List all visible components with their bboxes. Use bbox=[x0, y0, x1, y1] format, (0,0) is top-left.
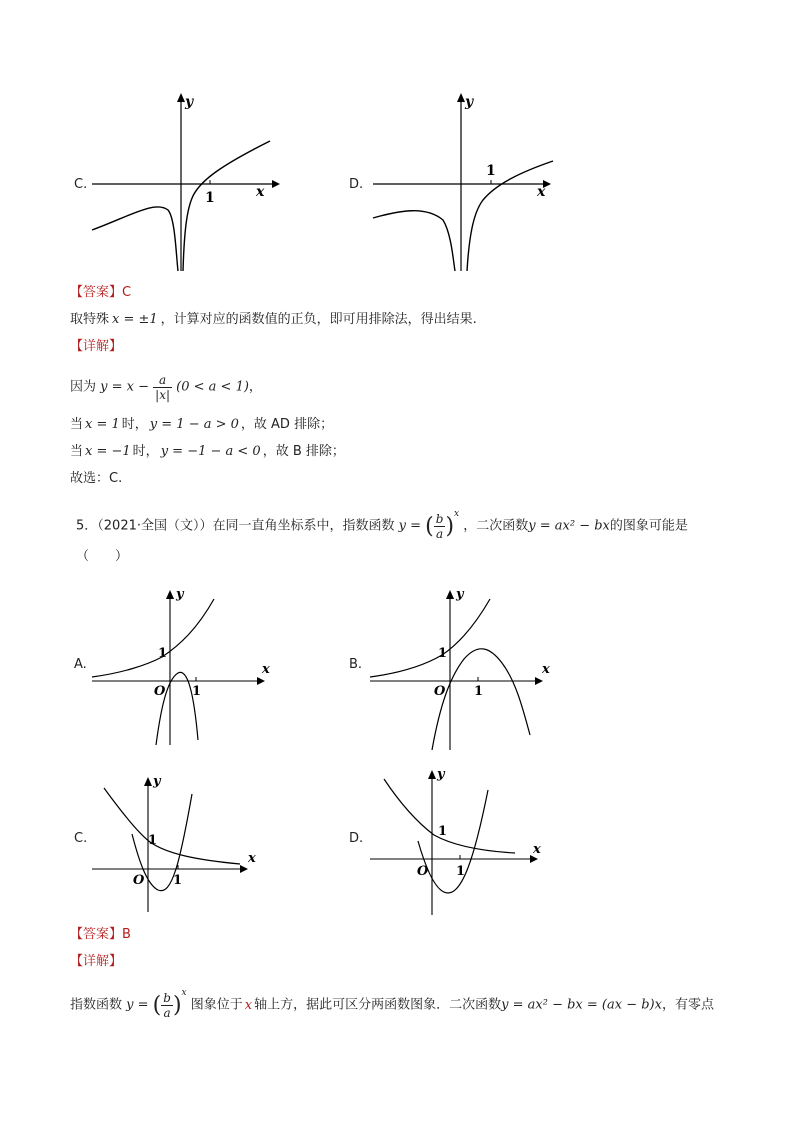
numerator: b bbox=[435, 512, 444, 526]
question-text: 在同一直角坐标系中，指数函数 bbox=[212, 518, 395, 534]
axis-x-label: x bbox=[262, 662, 270, 677]
axis-y-label: y bbox=[465, 94, 474, 110]
math: y = bbox=[398, 518, 422, 534]
option-d-label: D. bbox=[349, 831, 364, 846]
math: x bbox=[244, 997, 253, 1013]
answer-value: B bbox=[122, 927, 131, 942]
paren-right: ) bbox=[172, 992, 182, 1018]
axis-x-label: x bbox=[537, 184, 546, 200]
axis-x-label: x bbox=[542, 662, 550, 677]
origin-label: O bbox=[154, 684, 166, 699]
hint-q4 bbox=[70, 311, 477, 329]
graph-q5-c bbox=[92, 772, 282, 922]
math: (0 < a < 1) bbox=[176, 379, 249, 395]
option-d-label: D. bbox=[349, 177, 364, 192]
math: y = bbox=[126, 997, 149, 1013]
detail-tag-q5: 【详解】 bbox=[70, 954, 123, 969]
question-5 bbox=[76, 505, 688, 539]
denominator: a bbox=[163, 1006, 171, 1020]
intercept-label: 1 bbox=[438, 824, 448, 839]
text: 指数函数 bbox=[70, 997, 123, 1013]
text: 时， bbox=[132, 444, 159, 459]
numerator: b bbox=[163, 991, 171, 1005]
answer-q4 bbox=[70, 284, 131, 302]
tick-label: 1 bbox=[173, 873, 183, 888]
origin-label: O bbox=[133, 873, 145, 888]
text: 时， bbox=[121, 417, 148, 432]
intercept-label: 1 bbox=[158, 646, 168, 661]
answer-paren: （ ） bbox=[76, 549, 129, 564]
text: 当 bbox=[70, 417, 84, 432]
text: 轴上方，据此可区分两函数图象．二次函数 bbox=[254, 997, 502, 1013]
intercept-label: 1 bbox=[438, 646, 448, 661]
text: ，有零点 bbox=[661, 997, 714, 1013]
answer-tag: 【答案】 bbox=[70, 927, 123, 942]
fraction bbox=[434, 512, 446, 541]
axis-y-label: y bbox=[456, 587, 464, 602]
answer-tag: 【答案】 bbox=[70, 285, 123, 300]
detail-line-1 bbox=[70, 373, 262, 403]
numerator: a bbox=[153, 373, 172, 388]
option-c-label: C. bbox=[74, 831, 88, 846]
graph-q4-c bbox=[90, 88, 290, 278]
math: y = 1 − a > 0 bbox=[149, 417, 239, 432]
text: 图象位于 bbox=[190, 997, 243, 1013]
math: y = ax² − bx = (ax − b)x bbox=[501, 997, 662, 1013]
paren-left: ( bbox=[425, 513, 434, 539]
option-b-label: B. bbox=[349, 657, 363, 672]
axis-y-label: y bbox=[437, 767, 445, 782]
superscript: x bbox=[454, 509, 460, 519]
math: y = −1 − a < 0 bbox=[160, 444, 261, 459]
axis-x-label: x bbox=[533, 842, 541, 857]
axis-y-label: y bbox=[185, 94, 194, 110]
detail-line-4: 故选：C. bbox=[70, 471, 123, 486]
question-source: （2021·全国（文）） bbox=[97, 518, 213, 534]
math: y = ax² − bx bbox=[528, 518, 610, 534]
text: 因为 bbox=[70, 379, 97, 395]
text: ，故 AD 排除； bbox=[240, 417, 334, 432]
axis-y-label: y bbox=[176, 587, 184, 602]
denominator: |x| bbox=[155, 388, 171, 402]
detail-line-2 bbox=[70, 416, 333, 434]
math: y = x − bbox=[100, 379, 150, 395]
hint-text: 取特殊 bbox=[70, 312, 110, 327]
graph-q5-a bbox=[92, 585, 282, 755]
math: x = −1 bbox=[85, 444, 131, 459]
question-text-2: ，二次函数 bbox=[463, 518, 529, 534]
math: x = 1 bbox=[85, 417, 120, 432]
origin-label: O bbox=[417, 864, 429, 879]
detail-line-3 bbox=[70, 443, 345, 461]
question-text-3: 的图象可能是 bbox=[609, 518, 688, 534]
fraction bbox=[161, 991, 173, 1020]
graph-q5-d bbox=[370, 765, 560, 915]
tick-label: 1 bbox=[456, 864, 466, 879]
axis-x-label: x bbox=[248, 851, 256, 866]
detail-tag-q4: 【详解】 bbox=[70, 339, 123, 354]
paren-left: ( bbox=[152, 992, 162, 1018]
hint-math: x = ±1 bbox=[112, 312, 158, 327]
denominator: a bbox=[436, 527, 444, 541]
tick-label: 1 bbox=[474, 684, 484, 699]
answer-value: C bbox=[122, 285, 132, 300]
question-number: 5． bbox=[76, 518, 98, 534]
tick-label: 1 bbox=[192, 684, 202, 699]
detail-q5-line bbox=[70, 984, 714, 1018]
option-a-label: A. bbox=[74, 657, 87, 672]
option-c-label: C. bbox=[74, 177, 88, 192]
superscript: x bbox=[181, 988, 187, 998]
paren-right: ) bbox=[445, 513, 455, 539]
hint-text-2: ，计算对应的函数值的正负，即可用排除法，得出结果. bbox=[160, 312, 477, 327]
answer-q5 bbox=[70, 926, 131, 944]
fraction bbox=[153, 373, 172, 402]
graph-q4-d bbox=[371, 88, 571, 278]
axis-y-label: y bbox=[153, 774, 161, 789]
tick-label: 1 bbox=[486, 163, 496, 179]
intercept-label: 1 bbox=[148, 833, 158, 848]
axis-x-label: x bbox=[256, 184, 265, 200]
text: ， bbox=[248, 379, 262, 395]
text: 当 bbox=[70, 444, 84, 459]
graph-q5-b bbox=[370, 585, 560, 755]
origin-label: O bbox=[434, 684, 446, 699]
text: ，故 B 排除； bbox=[262, 444, 345, 459]
tick-label: 1 bbox=[205, 190, 215, 206]
